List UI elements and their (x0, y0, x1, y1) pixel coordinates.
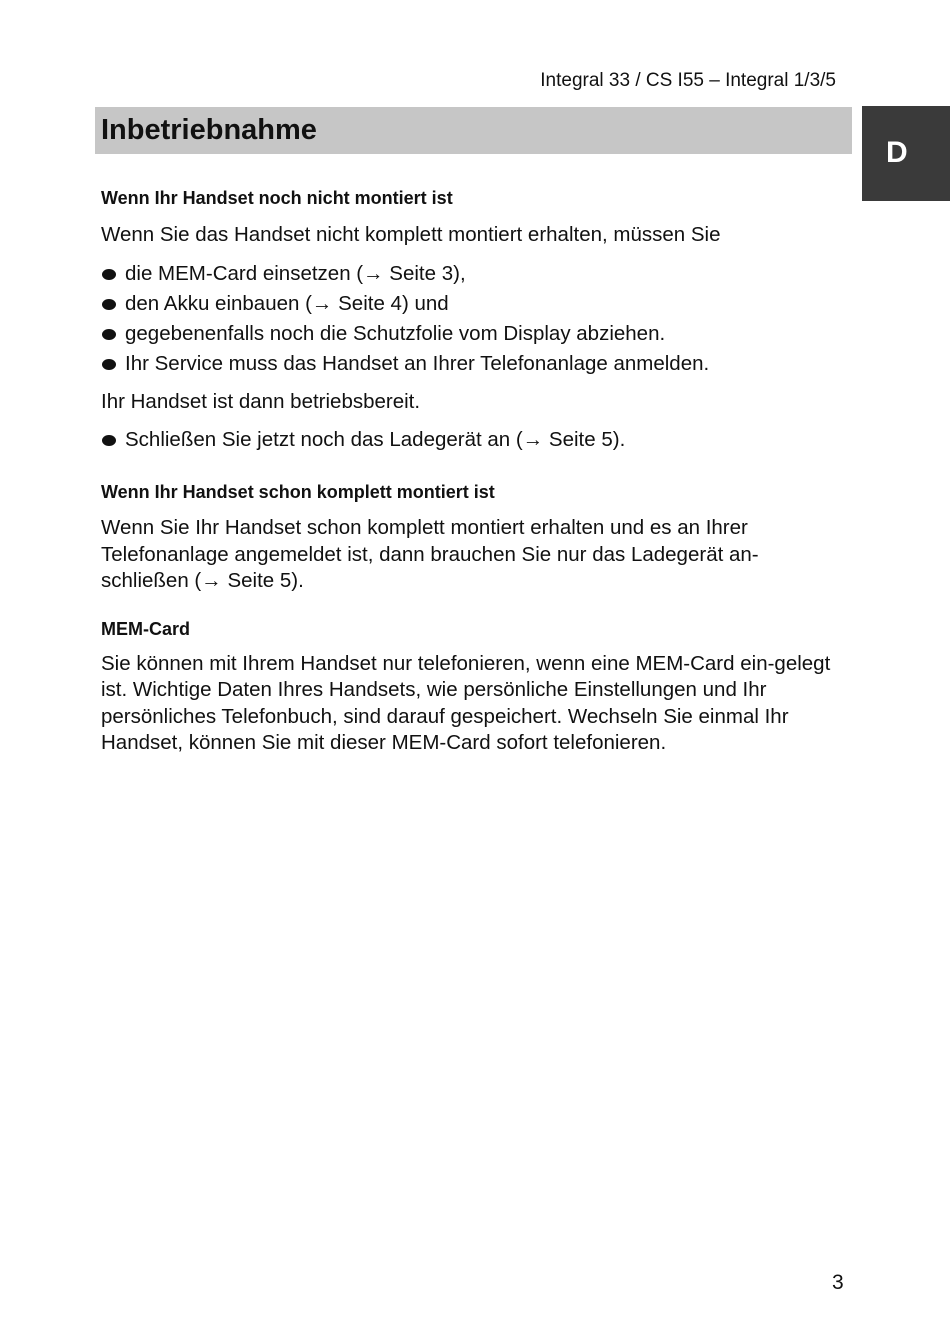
running-header: Integral 33 / CS I55 – Integral 1/3/5 (540, 70, 836, 91)
page-title: Inbetriebnahme (101, 114, 317, 146)
section-paragraph: Sie können mit Ihrem Handset nur telefonieren, wenn eine MEM-Card ein-gelegt ist. Wichtige Daten Ihres Handsets, wie persönliche Einstellungen und Ihr persönliches Telefonbuch, sind darauf gespeichert. Wechseln Sie einmal Ihr Handset, können Sie mit dieser MEM-Card sofort telefonieren. (101, 651, 831, 754)
bullet-list (101, 259, 836, 379)
list-item: Schließen Sie jetzt noch das Ladegerät an (→ Seite 5). (101, 425, 836, 455)
section-assembled (101, 480, 836, 595)
list-item: die MEM-Card einsetzen (→ Seite 3), (101, 259, 836, 289)
section-heading: MEM-Card (101, 618, 190, 639)
page-number: 3 (832, 1271, 844, 1294)
section-intro: Wenn Sie das Handset nicht komplett montiert erhalten, müssen Sie (101, 223, 721, 246)
section-mem-card (101, 617, 836, 757)
content (101, 186, 836, 757)
title-bar (95, 107, 852, 154)
list-item: Ihr Service muss das Handset an Ihrer Telefonanlage anmelden. (101, 349, 836, 379)
list-item: gegebenenfalls noch die Schutzfolie vom Display abziehen. (101, 319, 836, 349)
list-item: den Akku einbauen (→ Seite 4) und (101, 289, 836, 319)
section-paragraph: Wenn Sie Ihr Handset schon komplett montiert erhalten und es an Ihrer Telefonanlage angemeldet ist, dann brauchen Sie nur das Ladegerät an-schließen (→ Seite 5). (101, 516, 759, 592)
section-heading: Wenn Ihr Handset noch nicht montiert ist (101, 188, 453, 208)
language-tab (862, 106, 950, 201)
ready-text: Ihr Handset ist dann betriebsbereit. (101, 389, 421, 413)
section-not-assembled (101, 186, 836, 455)
bullet-list (101, 425, 836, 455)
section-heading: Wenn Ihr Handset schon komplett montiert ist (101, 482, 495, 502)
language-tab-label: D (886, 136, 908, 169)
